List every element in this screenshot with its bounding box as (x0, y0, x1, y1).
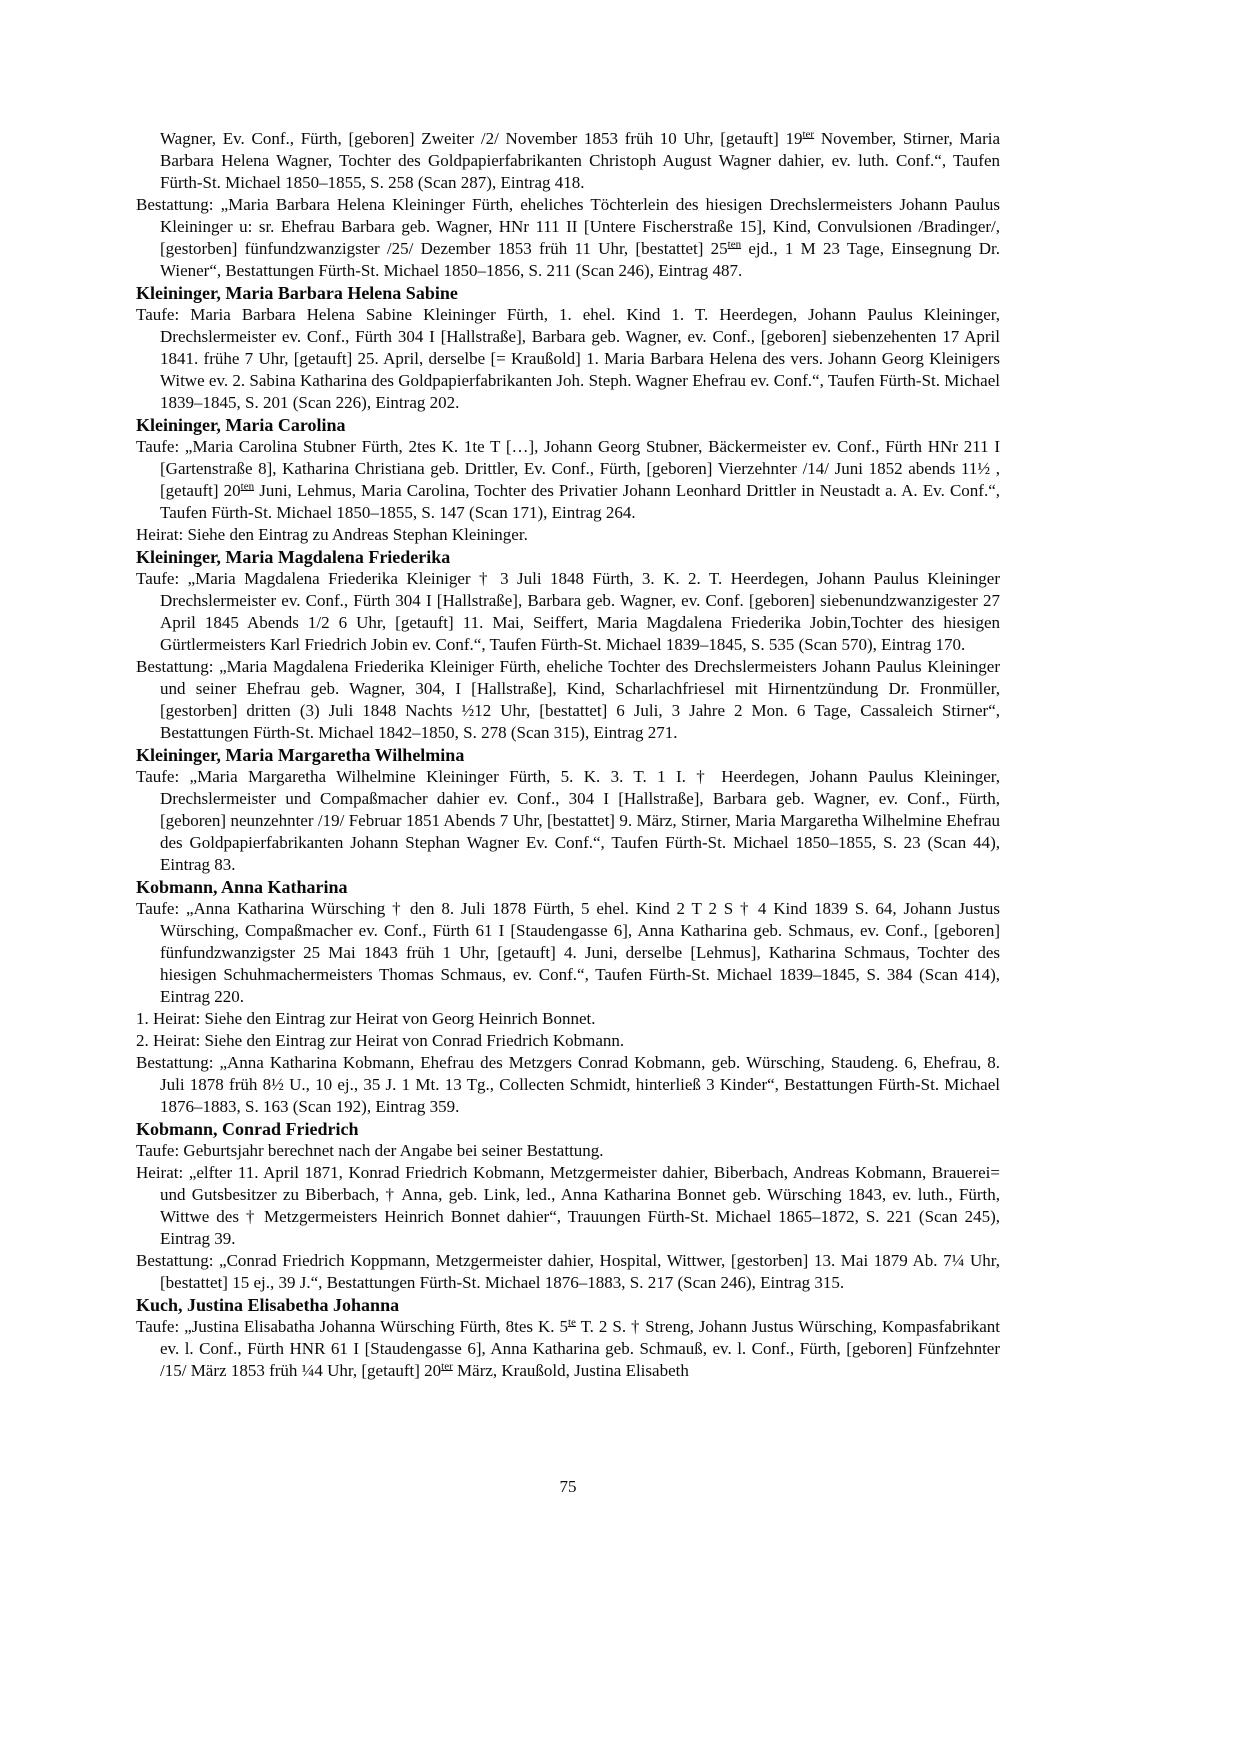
text-segment: Kobmann, Anna Katharina (136, 877, 348, 897)
text-segment: Taufe: „Maria Margaretha Wilhelmine Kleininger Fürth, 5. K. 3. T. 1 I. † Heerdegen, Johann Paulus Kleininger, Drechslermeister und Compaßmacher dahier ev. Conf., 304 I [Hallstraße], Barbara geb. Wagner, ev. Conf., Fürth, [geboren] neunzehnter /19/ Februar 1851 Abends 7 Uhr, [bestattet] 9. März, Stirner, Maria Margaretha Wilhelmine Ehefrau des Goldpapierfabrikanten Johann Stephan Wagner Ev. Conf.“, Taufen Fürth-St. Michael 1850–1855, S. 23 (Scan 44), Eintrag 83. (136, 767, 1000, 874)
text-segment: Bestattung: „Maria Barbara Helena Kleininger Fürth, eheliches Töchterlein des hiesigen Drechslermeisters Johann Paulus Kleininger u: sr. Ehefrau Barbara geb. Wagner, HNr 111 II [Untere Fischerstraße 15], Kind, Convulsionen /Bradinger/, [gestorben] fünfundzwanzigster /25/ Dezember 1853 früh 11 Uhr, [bestattet] 25 (136, 195, 1000, 258)
entry-heading (136, 414, 1000, 436)
entry-paragraph (136, 1008, 1000, 1030)
ordinal-superscript: ter (441, 1360, 453, 1373)
ordinal-superscript: ten (240, 480, 255, 493)
text-segment: Taufe: „Maria Magdalena Friederika Kleiniger † 3 Juli 1848 Fürth, 3. K. 2. T. Heerdegen, Johann Paulus Kleininger Drechslermeister ev. Conf., Fürth 304 I [Hallstraße], Barbara geb. Wagner, ev. Conf. [geboren] siebenundzwanzigester 27 April 1845 Abends 1/2 6 Uhr, [getauft] 11. Mai, Seiffert, Maria Magdalena Friederika Jobin,Tochter des hiesigen Gürtlermeisters Karl Friedrich Jobin ev. Conf.“, Taufen Fürth-St. Michael 1839–1845, S. 535 (Scan 570), Eintrag 170. (136, 569, 1000, 654)
entry-paragraph (136, 898, 1000, 1008)
text-segment: Taufe: „Maria Carolina Stubner Fürth, 2tes K. 1te T […], Johann Georg Stubner, Bäckermeister ev. Conf., Fürth HNr 211 I [Gartenstraße 8], Katharina Christiana geb. Drittler, Ev. Conf., Fürth, [geboren] Vierzehnter /14/ Juni 1852 abends 11½ , [getauft] 20 (136, 437, 1000, 500)
text-segment: Heirat: Siehe den Eintrag zu Andreas Stephan Kleininger. (136, 525, 528, 544)
entry-paragraph (136, 1140, 1000, 1162)
entry-paragraph (136, 304, 1000, 414)
text-segment: T. 2 S. † Streng, Johann Justus Würsching, Kompasfabrikant ev. l. Conf., Fürth HNR 61 I [Staudengasse 6], Anna Katharina geb. Schmauß, ev. l. Conf., Fürth, [geboren] Fünfzehnter /15/ März 1853 früh ¼4 Uhr, [getauft] 20 (160, 1317, 1000, 1380)
text-segment: Kuch, Justina Elisabetha Johanna (136, 1295, 400, 1315)
entry-heading (136, 282, 1000, 304)
entry-paragraph (136, 1316, 1000, 1382)
text-segment: 1. Heirat: Siehe den Eintrag zur Heirat von Georg Heinrich Bonnet. (136, 1009, 596, 1028)
entry-paragraph (136, 1250, 1000, 1294)
text-segment: Wagner, Ev. Conf., Fürth, [geboren] Zweiter /2/ November 1853 früh 10 Uhr, [getauft] 19 (160, 129, 803, 148)
entry-paragraph (136, 128, 1000, 194)
entry-heading (136, 546, 1000, 568)
text-segment: Bestattung: „Conrad Friedrich Koppmann, Metzgermeister dahier, Hospital, Wittwer, [gestorben] 13. Mai 1879 Ab. 7¼ Uhr, [bestattet] 15 ej., 39 J.“, Bestattungen Fürth-St. Michael 1876–1883, S. 217 (Scan 246), Eintrag 315. (136, 1251, 1000, 1292)
entry-paragraph (136, 194, 1000, 282)
text-segment: ejd., 1 M 23 Tage, Einsegnung Dr. Wiener“, Bestattungen Fürth-St. Michael 1850–1856, S. 211 (Scan 246), Eintrag 487. (160, 239, 1000, 280)
entry-paragraph (136, 568, 1000, 656)
entry-heading (136, 744, 1000, 766)
entry-heading (136, 876, 1000, 898)
entry-paragraph (136, 436, 1000, 524)
text-segment: Taufe: „Justina Elisabatha Johanna Würsching Fürth, 8tes K. 5 (136, 1317, 568, 1336)
page-number: 75 (559, 1477, 577, 1496)
entry-paragraph (136, 1052, 1000, 1118)
text-segment: Kleininger, Maria Carolina (136, 415, 346, 435)
text-segment: Kleininger, Maria Barbara Helena Sabine (136, 283, 458, 303)
text-segment: Bestattung: „Anna Katharina Kobmann, Ehefrau des Metzgers Conrad Kobmann, geb. Würsching, Staudeng. 6, Ehefrau, 8. Juli 1878 früh 8½ U., 10 ej., 35 J. 1 Mt. 13 Tg., Collecten Schmidt, hinterließ 3 Kinder“, Bestattungen Fürth-St. Michael 1876–1883, S. 163 (Scan 192), Eintrag 359. (136, 1053, 1000, 1116)
entry-paragraph (136, 656, 1000, 744)
ordinal-superscript: ter (802, 128, 815, 141)
page-content (136, 128, 1000, 1382)
text-segment: November, Stirner, Maria Barbara Helena Wagner, Tochter des Goldpapierfabrikanten Christoph August Wagner dahier, ev. luth. Conf.“, Taufen Fürth-St. Michael 1850–1855, S. 258 (Scan 287), Eintrag 418. (160, 129, 1001, 192)
text-segment: Taufe: Geburtsjahr berechnet nach der Angabe bei seiner Bestattung. (136, 1141, 604, 1160)
entry-paragraph (136, 766, 1000, 876)
text-segment: Heirat: „elfter 11. April 1871, Konrad Friedrich Kobmann, Metzgermeister dahier, Biberbach, Andreas Kobmann, Brauerei= und Gutsbesitzer zu Biberbach, † Anna, geb. Link, led., Anna Katharina Bonnet geb. Würsching 1843, ev. luth., Fürth, Wittwe des † Metzgermeisters Heinrich Bonnet dahier“, Trauungen Fürth-St. Michael 1865–1872, S. 221 (Scan 245), Eintrag 39. (136, 1163, 1000, 1248)
text-segment: Kleininger, Maria Magdalena Friederika (136, 547, 451, 567)
ordinal-superscript: ten (727, 238, 742, 251)
text-segment: Bestattung: „Maria Magdalena Friederika Kleiniger Fürth, eheliche Tochter des Drechslermeisters Johann Paulus Kleininger und seiner Ehefrau geb. Wagner, 304, I [Hallstraße], Kind, Scharlachfriesel mit Hirnentzündung Dr. Fronmüller, [gestorben] dritten (3) Juli 1848 Nachts ½12 Uhr, [bestattet] 6 Juli, 3 Jahre 2 Mon. 6 Tage, Cassaleich Stirner“, Bestattungen Fürth-St. Michael 1842–1850, S. 278 (Scan 315), Eintrag 271. (136, 657, 1000, 742)
text-segment: Kobmann, Conrad Friedrich (136, 1119, 359, 1139)
entry-paragraph (136, 1030, 1000, 1052)
entry-heading (136, 1294, 1000, 1316)
text-segment: Kleininger, Maria Margaretha Wilhelmina (136, 745, 465, 765)
entry-heading (136, 1118, 1000, 1140)
entry-paragraph (136, 524, 1000, 546)
text-segment: März, Kraußold, Justina Elisabeth (452, 1361, 689, 1380)
text-segment: 2. Heirat: Siehe den Eintrag zur Heirat von Conrad Friedrich Kobmann. (136, 1031, 625, 1050)
entry-paragraph (136, 1162, 1000, 1250)
ordinal-superscript: te (567, 1316, 576, 1329)
text-segment: Juni, Lehmus, Maria Carolina, Tochter des Privatier Johann Leonhard Drittler in Neustadt a. A. Ev. Conf.“, Taufen Fürth-St. Michael 1850–1855, S. 147 (Scan 171), Eintrag 264. (160, 481, 1000, 522)
text-segment: Taufe: Maria Barbara Helena Sabine Kleininger Fürth, 1. ehel. Kind 1. T. Heerdegen, Johann Paulus Kleininger, Drechslermeister ev. Conf., Fürth 304 I [Hallstraße], Barbara geb. Wagner, ev. Conf., [geboren] siebenzehenten 17 April 1841. frühe 7 Uhr, [getauft] 25. April, derselbe [= Kraußold] 1. Maria Barbara Helena des vers. Johann Georg Kleinigers Witwe ev. 2. Sabina Katharina des Goldpapierfabrikanten Joh. Steph. Wagner Ehefrau ev. Conf.“, Taufen Fürth-St. Michael 1839–1845, S. 201 (Scan 226), Eintrag 202. (136, 305, 1000, 412)
text-segment: Taufe: „Anna Katharina Würsching † den 8. Juli 1878 Fürth, 5 ehel. Kind 2 T 2 S † 4 Kind 1839 S. 64, Johann Justus Würsching, Compaßmacher ev. Conf., Fürth 61 I [Staudengasse 6], Anna Katharina geb. Schmaus, ev. Conf., [geboren] fünfundzwanzigster 25 Mai 1843 früh 1 Uhr, [getauft] 4. Juni, derselbe [Lehmus], Katharina Schmaus, Tochter des hiesigen Schuhmachermeisters Thomas Schmaus, ev. Conf.“, Taufen Fürth-St. Michael 1839–1845, S. 384 (Scan 414), Eintrag 220. (136, 899, 1000, 1006)
